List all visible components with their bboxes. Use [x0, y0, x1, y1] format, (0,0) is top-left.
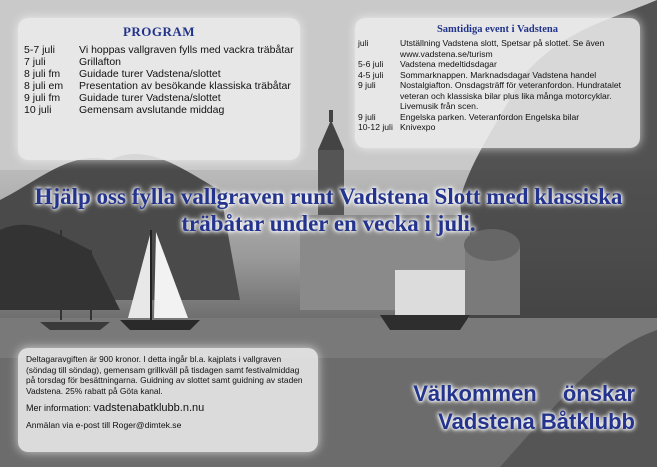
- event-item-date: 4-5 juli: [358, 69, 384, 80]
- event-item-date: 10-12 juli: [358, 122, 393, 132]
- event-item: [355, 122, 640, 133]
- program-item: [18, 68, 300, 80]
- program-item: [18, 44, 300, 56]
- more-info-link[interactable]: vadstenabatklubb.n.nu: [93, 402, 205, 414]
- event-item-text: Knivexpo: [400, 122, 436, 132]
- event-item-text: Utställning Vadstena slott, Spetsar på slottet. Se även www.vadstena.se/turism: [400, 38, 605, 59]
- program-panel: [18, 18, 300, 160]
- events-title: Samtidiga event i Vadstena: [436, 24, 559, 35]
- program-item-date: 9 juli fm: [24, 92, 61, 104]
- program-title: PROGRAM: [122, 24, 196, 39]
- program-item-date: 5-7 juli: [24, 44, 55, 56]
- event-item: [355, 112, 640, 123]
- events-panel: [355, 18, 640, 148]
- program-item-text: Vi hoppas vallgraven fylls med vackra träbåtar: [79, 44, 294, 56]
- headline: Hjälp oss fylla vallgraven runt Vadstena Slott med klassiska träbåtar under en vecka i juli.: [34, 184, 623, 236]
- program-item-date: 10 juli: [24, 104, 52, 116]
- event-item-text: Vadstena medeltidsdagar: [400, 59, 497, 69]
- event-item-date: 9 juli: [358, 111, 376, 122]
- signup-text: Anmälan via e-post till Roger@dimtek.se: [26, 419, 182, 430]
- program-item-date: 7 juli: [24, 56, 46, 68]
- event-item-text: Nostalgiafton. Onsdagsträff för veteranfordon. Hundratalet veteran och klassiska bilar plus lika många motorcyklar. Livemusik från scen.: [400, 80, 622, 111]
- program-item-text: Gemensam avslutande middag: [79, 104, 225, 116]
- event-item-date: juli: [358, 38, 369, 48]
- program-item: [18, 92, 300, 104]
- program-item-date: 8 juli fm: [24, 68, 61, 80]
- program-item-text: Guidade turer Vadstena/slottet: [79, 68, 221, 80]
- info-panel: [18, 348, 318, 452]
- more-info-label: Mer information:: [26, 403, 92, 413]
- program-item-text: Guidade turer Vadstena/slottet: [79, 92, 221, 104]
- program-item: [18, 104, 300, 116]
- welcome-line-2: Vadstena Båtklubb: [438, 409, 635, 434]
- event-item: [355, 80, 640, 112]
- event-item-text: Engelska parken. Veteranfordon Engelska bilar: [400, 111, 580, 122]
- event-item: [355, 38, 640, 59]
- welcome-line-1: Välkommen önskar: [413, 381, 635, 406]
- program-item: [18, 80, 300, 92]
- event-item-date: 9 juli: [358, 80, 376, 90]
- program-item: [18, 56, 300, 68]
- welcome-message: [335, 380, 635, 436]
- program-item-date: 8 juli em: [24, 80, 64, 92]
- program-item-text: Grillafton: [79, 56, 122, 68]
- program-item-text: Presentation av besökande klassiska träbåtar: [79, 80, 291, 92]
- more-info: [26, 403, 310, 414]
- event-item: [355, 70, 640, 81]
- event-item-date: 5-6 juli: [358, 59, 384, 69]
- info-body: Deltagaravgiften är 900 kronor. I detta ingår bl.a. kajplats i vallgraven (söndag till söndag), gemensam grillkväll på tisdagen samt festivalmiddag på torsdag för besättningarna. Guidning av slottet samt guidning av staden Vadstena. 25% rabatt på Göta kanal.: [26, 354, 303, 396]
- event-item-text: Sommarknappen. Marknadsdagar Vadstena handel: [400, 69, 597, 80]
- event-item: [355, 59, 640, 70]
